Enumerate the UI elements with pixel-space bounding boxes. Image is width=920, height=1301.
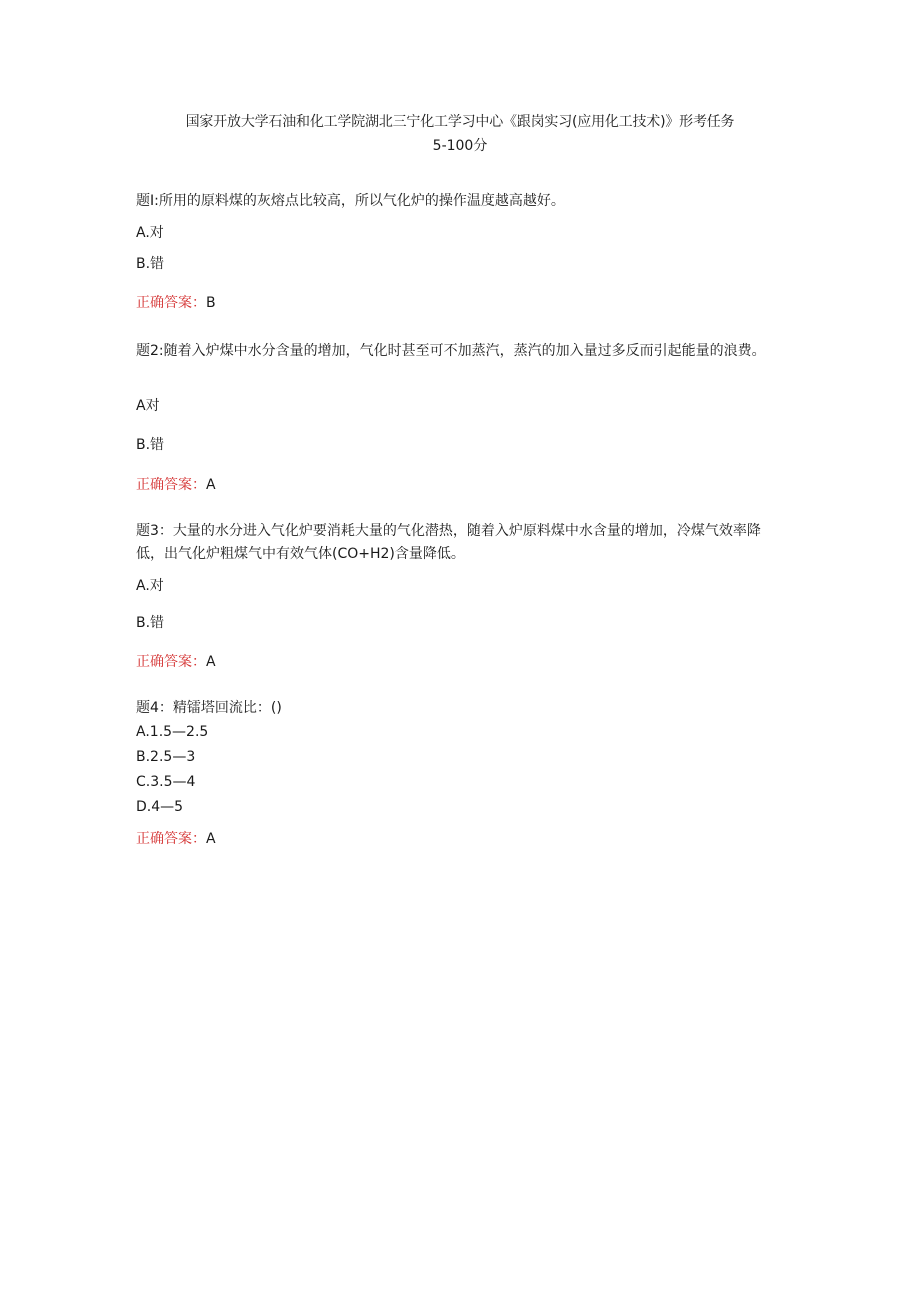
answer-value: A bbox=[206, 831, 216, 847]
question-3-option-b: B.错 bbox=[136, 615, 165, 631]
question-4-option-c: C.3.5—4 bbox=[136, 774, 196, 790]
question-4-option-a: A.1.5—2.5 bbox=[136, 724, 209, 740]
question-4-option-b: B.2.5—3 bbox=[136, 749, 196, 765]
question-3-option-a: A.对 bbox=[136, 578, 164, 594]
question-4-answer bbox=[136, 828, 216, 850]
question-2-option-b: B.错 bbox=[136, 437, 165, 453]
question-3-answer bbox=[136, 651, 216, 673]
question-2-option-a: A对 bbox=[136, 398, 160, 414]
question-4-stem: 题4：精镭塔回流比：() bbox=[136, 700, 282, 716]
answer-value: A bbox=[206, 477, 216, 493]
question-4-option-d: D.4—5 bbox=[136, 799, 184, 815]
question-1-option-b: B.错 bbox=[136, 256, 165, 272]
question-1-answer bbox=[136, 292, 216, 314]
answer-label: 正确答案： bbox=[136, 477, 206, 493]
document-subtitle: 5-100分 bbox=[432, 138, 488, 154]
question-2-answer bbox=[136, 474, 216, 496]
document-title: 国家开放大学石油和化工学院湖北三宁化工学习中心《跟岗实习(应用化工技术)》形考任务 bbox=[185, 114, 735, 130]
question-1-stem: 题I:所用的原料煤的灰熔点比较高，所以气化炉的操作温度越高越好。 bbox=[136, 193, 565, 209]
question-1-option-a: A.对 bbox=[136, 225, 164, 241]
answer-label: 正确答案： bbox=[136, 831, 206, 847]
answer-value: B bbox=[206, 295, 216, 311]
question-2-stem: 题2:随着入炉煤中水分含量的增加，气化时甚至可不加蒸汽，蒸汽的加入量过多反而引起能量的浪费。 bbox=[136, 343, 766, 359]
answer-label: 正确答案： bbox=[136, 654, 206, 670]
question-3-stem: 题3：大量的水分进入气化炉要消耗大量的气化潜热，随着入炉原料煤中水含量的增加，冷煤气效率降低，出气化炉粗煤气中有效气体(CO+H2)含量降低。 bbox=[136, 523, 761, 562]
answer-value: A bbox=[206, 654, 216, 670]
answer-label: 正确答案： bbox=[136, 295, 206, 311]
